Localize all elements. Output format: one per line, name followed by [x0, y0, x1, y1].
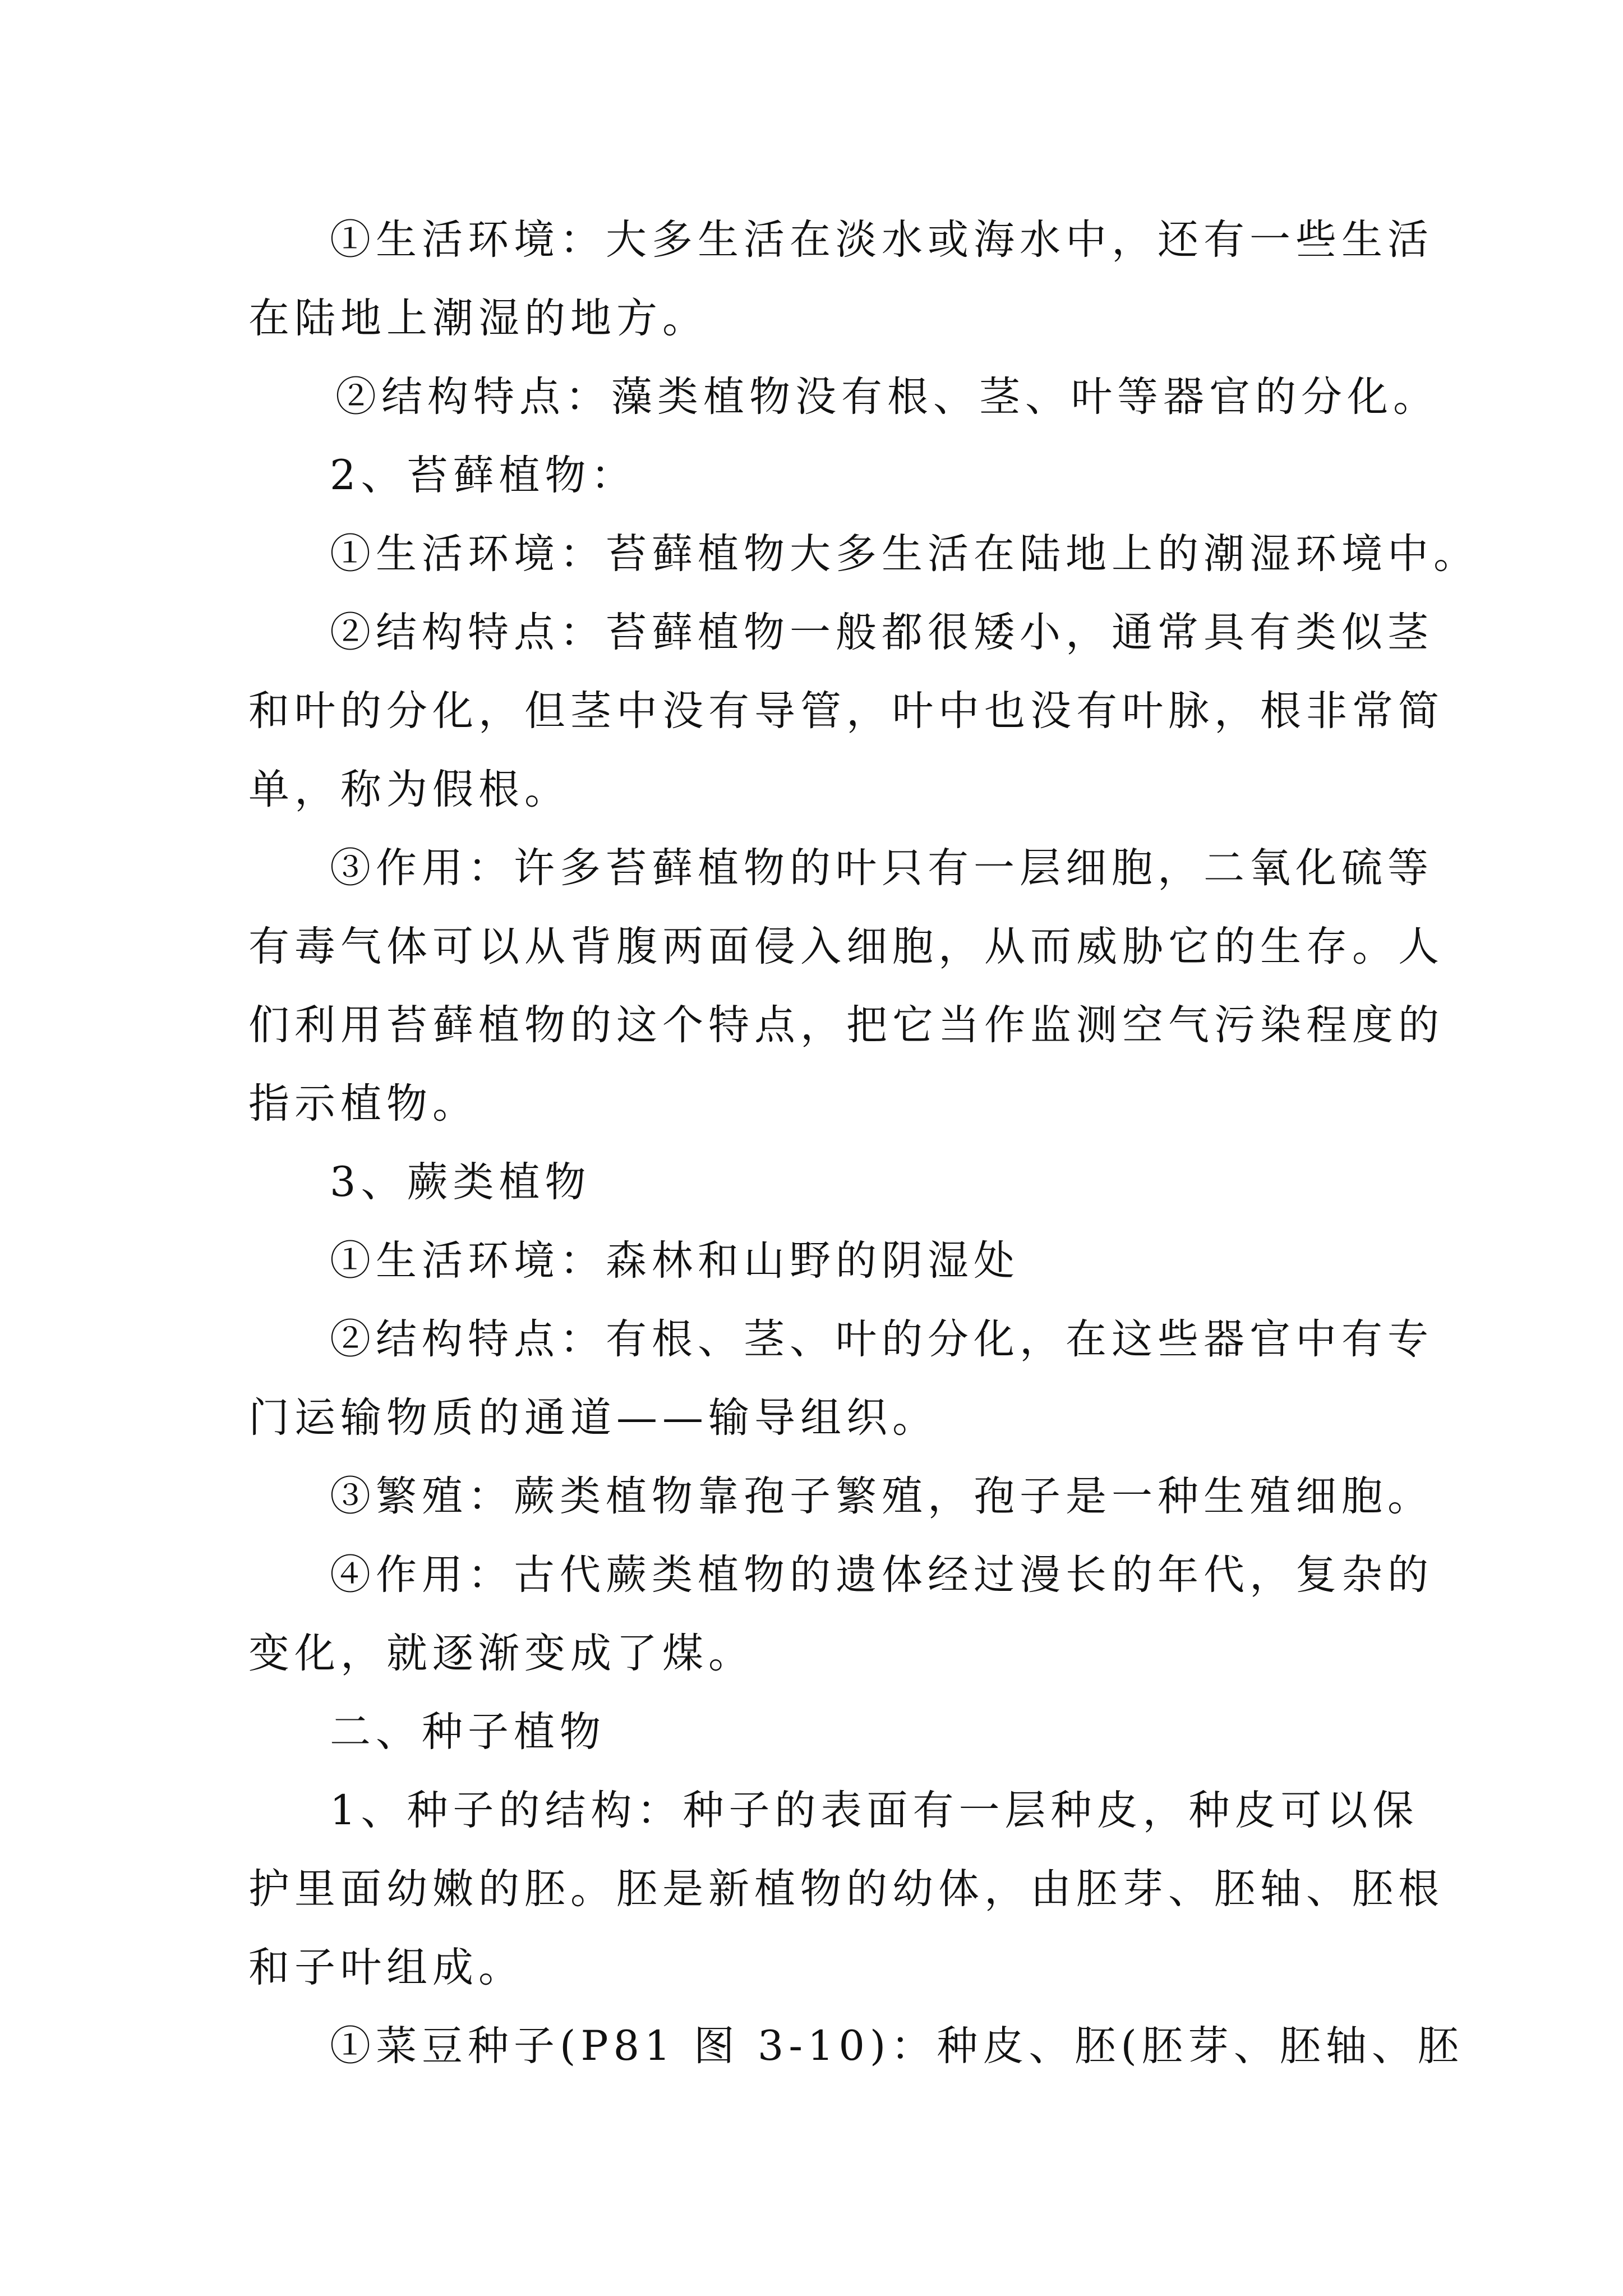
text-line: 二、种子植物 [330, 1708, 606, 1756]
text-line: ③作用：许多苔藓植物的叶只有一层细胞，二氧化硫等 [330, 844, 1433, 892]
text-line: 单，称为假根。 [248, 766, 570, 813]
text-line: ②结构特点：藻类植物没有根、茎、叶等器官的分化。 [335, 373, 1439, 421]
text-line: 指示植物。 [248, 1080, 478, 1128]
text-line: 1、种子的结构：种子的表面有一层种皮，种皮可以保 [330, 1787, 1419, 1834]
text-line: 变化，就逐渐变成了煤。 [248, 1630, 754, 1677]
text-line: 护里面幼嫩的胚。胚是新植物的幼体，由胚芽、胚轴、胚根 [248, 1865, 1444, 1913]
text-line: 有毒气体可以从背腹两面侵入细胞，从而威胁它的生存。人 [248, 923, 1444, 970]
text-line: ①生活环境：森林和山野的阴湿处 [330, 1237, 1020, 1285]
text-line: 3、蕨类植物 [330, 1158, 591, 1206]
text-line: ②结构特点：有根、茎、叶的分化，在这些器官中有专 [330, 1315, 1433, 1363]
text-line: ③繁殖：蕨类植物靠孢子繁殖，孢子是一种生殖细胞。 [330, 1473, 1433, 1520]
text-line: ①生活环境：大多生活在淡水或海水中，还有一些生活 [330, 216, 1433, 264]
text-line: ④作用：古代蕨类植物的遗体经过漫长的年代，复杂的 [330, 1551, 1433, 1599]
text-line: ②结构特点：苔藓植物一般都很矮小，通常具有类似茎 [330, 609, 1433, 656]
text-line: 2、苔藓植物： [330, 452, 637, 499]
text-line: 和叶的分化，但茎中没有导管，叶中也没有叶脉，根非常简 [248, 687, 1444, 735]
text-line: ①生活环境：苔藓植物大多生活在陆地上的潮湿环境中。 [330, 530, 1479, 578]
text-line: 和子叶组成。 [248, 1944, 524, 1991]
text-line: 在陆地上潮湿的地方。 [248, 295, 708, 342]
text-line: 门运输物质的通道——输导组织。 [248, 1394, 938, 1442]
text-line: ①菜豆种子(P81 图 3-10)：种皮、胚(胚芽、胚轴、胚 [330, 2022, 1464, 2070]
text-line: 们利用苔藓植物的这个特点，把它当作监测空气污染程度的 [248, 1001, 1444, 1049]
